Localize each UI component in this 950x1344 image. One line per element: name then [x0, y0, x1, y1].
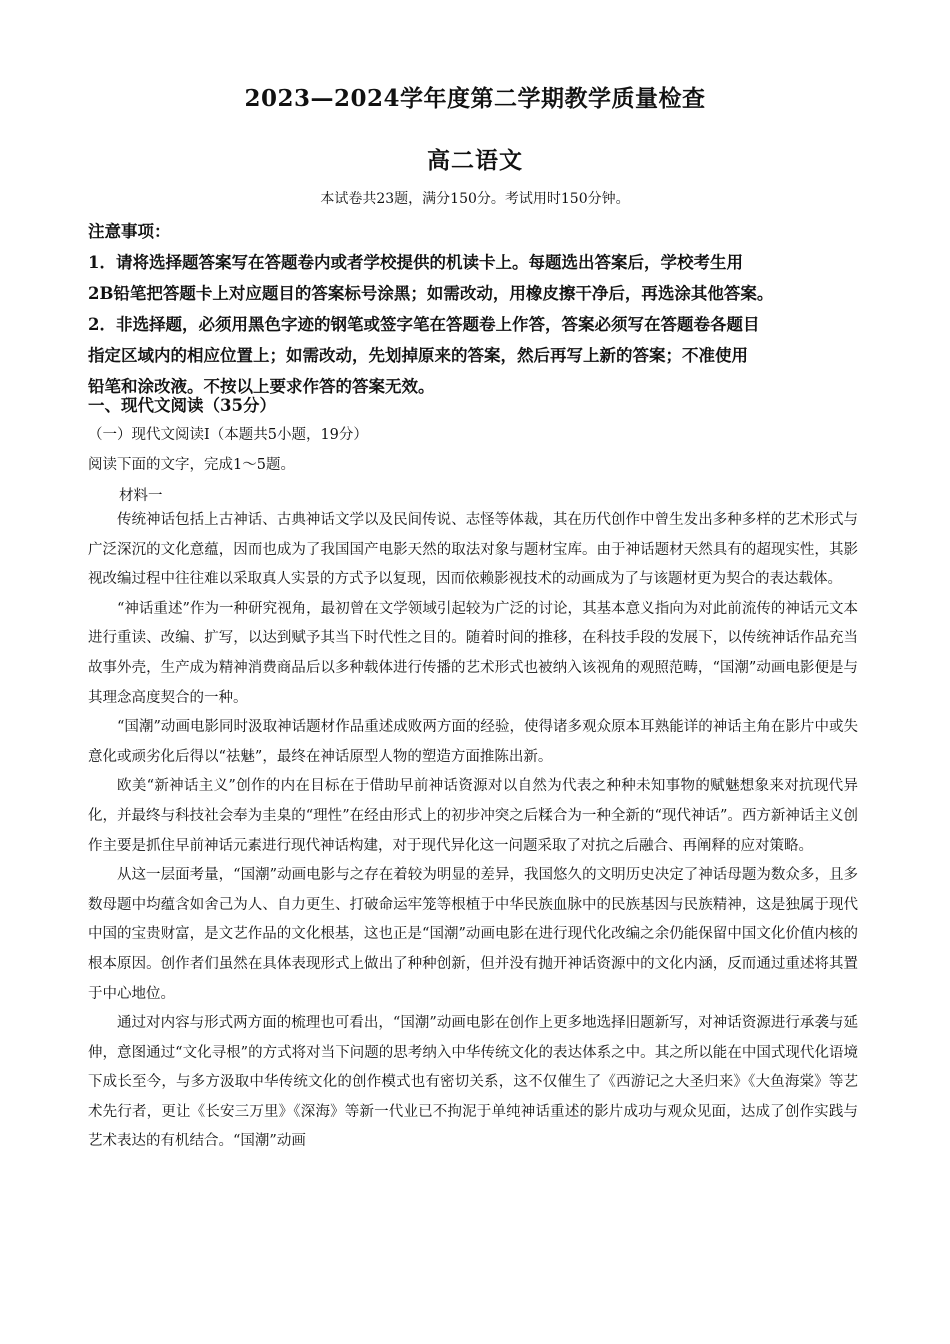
exam-title: 2023—2024学年度第二学期教学质量检查 — [244, 85, 706, 112]
passage-paragraph: 通过对内容与形式两方面的梳理也可看出，“国潮”动画电影在创作上更多地选择旧题新写，对神话资源进行承袭与延伸，意图通过“文化寻根”的方式将对当下问题的思考纳入中华传统文化的表达体系之中。其之所以能在中国式现代化语境下成长至今，与多方汲取中华传统文化的创作模式也有密切关系，这不仅催生了《西游记之大圣归来》《大鱼海棠》等艺术先行者，更让《长安三万里》《深海》等新一代业已不拘泥于单纯神话重述的影片成功与观众见面，达成了创作实践与艺术表达的有机结合。“国潮”动画 — [88, 1015, 858, 1150]
exam-subject: 高二语文 — [427, 147, 523, 174]
notes-block — [88, 216, 878, 402]
passage-paragraph: “神话重述”作为一种研究视角，最初曾在文学领域引起较为广泛的讨论，其基本意义指向为对此前流传的神话元文本进行重读、改编、扩写，以达到赋予其当下时代性之目的。随着时间的推移，在科技手段的发展下，以传统神话作品充当故事外壳，生产成为精神消费商品后以多种载体进行传播的艺术形式也被纳入该视角的观照范畴，“国潮”动画电影便是与其理念高度契合的一种。 — [88, 600, 858, 706]
material-label: 材料一 — [119, 488, 163, 504]
notes-line: 2．非选择题，必须用黑色字迹的钢笔或签字笔在答题卷上作答，答案必须写在答题卷各题目 — [88, 315, 760, 334]
section-subtitle: （一）现代文阅读Ⅰ（本题共5小题，19分） — [88, 427, 368, 443]
passage-paragraph: 传统神话包括上古神话、古典神话文学以及民间传说、志怪等体裁，其在历代创作中曾生发出多种多样的艺术形式与广泛深沉的文化意蕴，因而也成为了我国国产电影天然的取法对象与题材宝库。由于神话题材天然具有的超现实性，其影视改编过程中往往难以采取真人实景的方式予以复现，因而依赖影视技术的动画成为了与该题材更为契合的表达载体。 — [88, 512, 858, 588]
exam-info: 本试卷共23题，满分150分。考试用时150分钟。 — [320, 191, 630, 207]
section-instruction: 阅读下面的文字，完成1～5题。 — [88, 457, 295, 473]
notes-heading: 注意事项： — [88, 222, 171, 241]
notes-line: 铅笔和涂改液。不按以上要求作答的答案无效。 — [88, 377, 435, 396]
passage-paragraph: 欧美“新神话主义”创作的内在目标在于借助早前神话资源对以自然为代表之种种未知事物的赋魅想象来对抗现代异化，并最终与科技社会奉为圭臬的“理性”在经由形式上的初步冲突之后糅合为一种全新的“现代神话”。西方新神话主义创作主要是抓住早前神话元素进行现代神话构建，对于现代异化这一问题采取了对抗之后融合、再阐释的应对策略。 — [88, 778, 858, 854]
section-title: 一、现代文阅读（35分） — [88, 396, 276, 415]
notes-line: 1．请将选择题答案写在答题卷内或者学校提供的机读卡上。每题选出答案后，学校考生用 — [88, 253, 743, 272]
notes-line: 2B铅笔把答题卡上对应题目的答案标号涂黑；如需改动，用橡皮擦干净后，再选涂其他答案。 — [88, 284, 774, 303]
reading-passage — [88, 506, 858, 1157]
passage-paragraph: 从这一层面考量，“国潮”动画电影与之存在着较为明显的差异，我国悠久的文明历史决定了神话母题为数众多，且多数母题中均蕴含如舍己为人、自力更生、打破命运牢笼等根植于中华民族血脉中的民族基因与民族精神，这是独属于现代中国的宝贵财富，是文艺作品的文化根基，这也正是“国潮”动画电影在进行现代化改编之余仍能保留中国文化价值内核的根本原因。创作者们虽然在具体表现形式上做出了种种创新，但并没有抛开神话资源中的文化内涵，反而通过重述将其置于中心地位。 — [88, 867, 858, 1002]
notes-line: 指定区域内的相应位置上；如需改动，先划掉原来的答案，然后再写上新的答案；不准使用 — [88, 346, 748, 365]
passage-paragraph: “国潮”动画电影同时汲取神话题材作品重述成败两方面的经验，使得诸多观众原本耳熟能详的神话主角在影片中或失意化或顽劣化后得以“祛魅”，最终在神话原型人物的塑造方面推陈出新。 — [88, 719, 858, 765]
